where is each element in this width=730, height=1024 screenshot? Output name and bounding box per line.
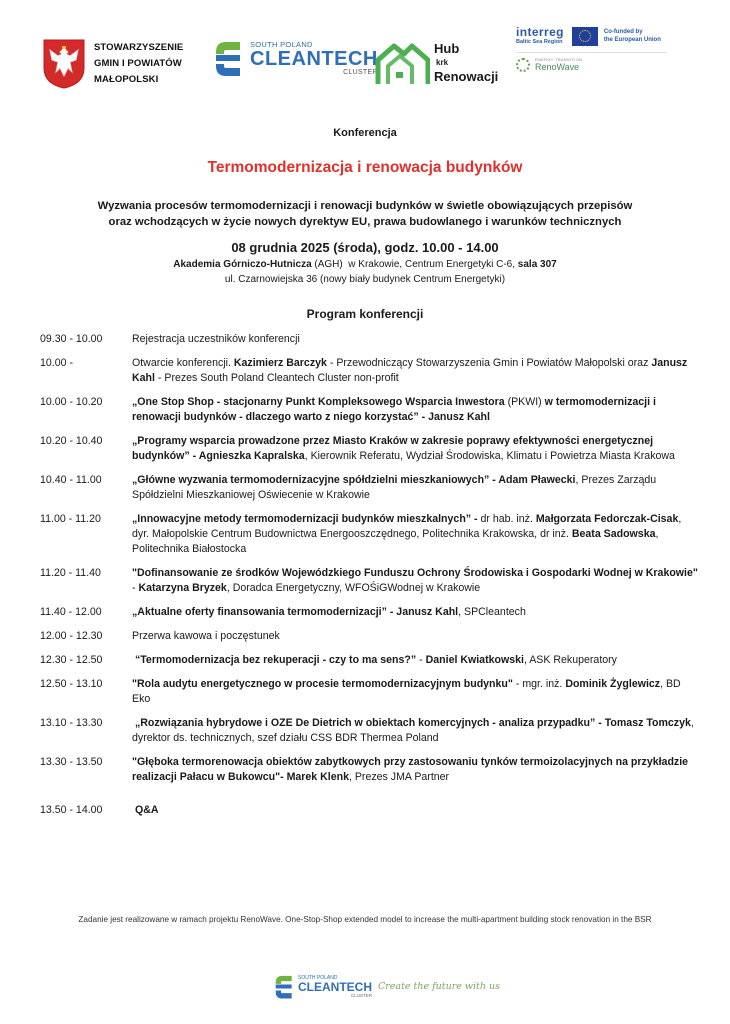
agenda-row	[40, 434, 700, 464]
agenda-text: , Prezes JMA Partner	[348, 771, 450, 783]
agenda-description	[132, 629, 700, 644]
agenda-bold-text: “Termomodernizacja bez rekuperacji - czy to ma sens?”	[132, 654, 417, 666]
agenda-time: 12.30 - 12.50	[40, 654, 103, 666]
agenda-row	[40, 803, 700, 818]
footer-cleantech-main: CLEANTECH	[298, 980, 372, 994]
agenda-time: 13.50 - 14.00	[40, 804, 103, 816]
conference-label: Konferencja	[333, 127, 397, 139]
agenda-description	[132, 803, 700, 818]
agenda-text: , Doradca Energetyczny, WFOŚiGWodnej w Krakowie	[226, 582, 481, 594]
agenda-text: , BD Eko	[132, 678, 684, 705]
agenda-row	[40, 566, 700, 596]
conference-date: 08 grudnia 2025 (środa), godz. 10.00 - 14.00	[231, 240, 499, 255]
agenda-description	[132, 512, 700, 557]
cleantech-bottom-text: CLUSTER	[343, 69, 378, 76]
house-icon	[374, 40, 430, 86]
interreg-text: interreg	[516, 25, 564, 39]
venue-detail: (AGH) w Krakowie, Centrum Energetyki C-6,	[311, 259, 518, 270]
agenda-row	[40, 395, 700, 425]
agenda-text: - Prezes South Poland Cleantech Cluster non-profit	[154, 372, 399, 384]
agenda-description	[132, 653, 700, 668]
eagle-coat-of-arms-icon	[42, 38, 86, 90]
footer-note: Zadanie jest realizowane w ramach projektu RenoWave. One-Stop-Shop extended model to increase the multi-apartment building stock renovation in the BSR	[78, 915, 652, 924]
agenda-bold-text: Małgorzata Fedorczak-Cisak	[535, 513, 679, 525]
sgp-line-1: STOWARZYSZENIE	[94, 42, 184, 53]
cleantech-logo	[212, 38, 378, 78]
agenda-bold-text: Katarzyna Bryzek	[138, 582, 227, 594]
agenda-time: 10.20 - 10.40	[40, 435, 103, 447]
agenda-row	[40, 629, 700, 644]
agenda-text: , SPCleantech	[458, 606, 526, 618]
agenda-text: Otwarcie konferencji.	[132, 357, 234, 369]
agenda-bold-text: Q&A	[132, 804, 159, 816]
agenda-description	[132, 677, 700, 707]
agenda-row	[40, 473, 700, 503]
subtitle-line-2: oraz wchodzących w życie nowych dyrektyw EU, prawa budowlanego i warunków technicznych	[108, 216, 622, 228]
interreg-eu-logo	[516, 26, 696, 72]
agenda-bold-text: w termomodernizacji i renowacji budynków - dlaczego warto z niego korzystać” - Janusz Kahl	[132, 396, 659, 423]
agenda-time: 11.40 - 12.00	[40, 606, 102, 618]
conference-title: Termomodernizacja i renowacja budynków	[207, 159, 523, 176]
renowave-main-text: RenoWave	[535, 62, 580, 72]
program-title: Program konferencji	[306, 307, 424, 321]
hub-line-3: Renowacji	[434, 69, 499, 84]
footer-cleantech-logo	[273, 973, 500, 1000]
eu-cofunded-line-1: Co-funded by	[603, 29, 643, 35]
agenda-time: 10.00 -	[40, 357, 73, 369]
cleantech-main-text: CLEANTECH	[250, 48, 378, 70]
agenda-description	[132, 395, 700, 425]
agenda-bold-text: „Główne wyzwania termomodernizacyjne spółdzielni mieszkaniowych” - Adam Pławecki	[132, 474, 576, 486]
sgp-line-3: MAŁOPOLSKI	[94, 74, 159, 85]
footer-cleantech-top: SOUTH POLAND	[298, 975, 338, 981]
agenda-row	[40, 755, 700, 785]
agenda-text: -	[416, 654, 426, 666]
agenda-row	[40, 356, 700, 386]
agenda-time: 13.10 - 13.30	[40, 717, 103, 729]
agenda-bold-text: „Rozwiązania hybrydowe i OZE De Dietrich w obiektach komercyjnych - analiza przypadku” - Tomasz Tomczyk	[132, 717, 691, 729]
agenda-bold-text: „Aktualne oferty finansowania termomodernizacji” - Janusz Kahl	[132, 606, 459, 618]
agenda-row	[40, 332, 700, 347]
renowave-ring-icon	[516, 58, 530, 72]
agenda-bold-text: Dominik Żyglewicz	[565, 678, 661, 690]
agenda-text: - Przewodniczący Stowarzyszenia Gmin i Powiatów Małopolski oraz	[326, 357, 652, 369]
agenda-description	[132, 566, 700, 596]
agenda-time: 09.30 - 10.00	[40, 333, 103, 345]
agenda-bold-text: Kazimierz Barczyk	[233, 357, 327, 369]
agenda-bold-text: Beata Sadowska	[571, 528, 656, 540]
venue-name: Akademia Górniczo-Hutnicza	[173, 259, 312, 270]
agenda-description	[132, 755, 700, 785]
agenda-description	[132, 332, 700, 347]
agenda-bold-text: „Programy wsparcia prowadzone przez Miasto Kraków w zakresie poprawy efektywności energetycznej budynków” - Agnieszka Kapralska	[132, 435, 656, 462]
header-logos	[0, 26, 730, 96]
hub-line-2: krk	[436, 58, 449, 67]
hub-renowacji-logo	[374, 40, 498, 86]
venue-line-2: ul. Czarnowiejska 36 (nowy biały budynek Centrum Energetyki)	[224, 274, 506, 285]
cleantech-top-text: SOUTH POLAND	[250, 40, 313, 49]
agenda-row	[40, 653, 700, 668]
venue-room: sala 307	[517, 259, 557, 270]
agenda-text: , dyrektor ds. technicznych, szef działu CSS BDR Thermea Poland	[132, 717, 697, 744]
eu-cofunded-line-2: the European Union	[603, 37, 661, 43]
venue-line-1	[0, 258, 730, 272]
agenda-description	[132, 434, 700, 464]
cleantech-mark-icon	[273, 973, 293, 1000]
agenda-time: 13.30 - 13.50	[40, 756, 103, 768]
agenda-bold-text: Janusz Kahl	[132, 357, 691, 384]
footer-cleantech-bottom: CLUSTER	[350, 993, 372, 998]
eu-flag-icon	[572, 27, 598, 46]
agenda-text: , Politechnika Białostocka	[132, 528, 662, 555]
agenda-text: dr hab. inż.	[477, 513, 536, 525]
agenda-time: 11.20 - 11.40	[40, 567, 101, 579]
agenda-list	[40, 332, 700, 818]
agenda-bold-text: "Dofinansowanie ze środków Wojewódzkiego Funduszu Ochrony Środowiska i Gospodarki Wodnej w Krakowie"	[132, 567, 698, 579]
agenda-text: , Prezes Zarządu Spółdzielni Mieszkaniowej Oświecenie w Krakowie	[132, 474, 660, 501]
agenda-bold-text: „Innowacyjne metody termomodernizacji budynków mieszkalnych” -	[132, 513, 478, 525]
renowave-logo	[516, 57, 696, 72]
conference-subtitle	[0, 198, 730, 230]
agenda-time: 10.40 - 11.00	[40, 474, 102, 486]
agenda-description	[132, 716, 700, 746]
agenda-bold-text: "Rola audytu energetycznego w procesie termomodernizacyjnym budynku"	[132, 678, 513, 690]
sgp-line-2: GMIN I POWIATÓW	[94, 58, 182, 69]
agenda-time: 12.50 - 13.10	[40, 678, 103, 690]
agenda-text: , Kierownik Referatu, Wydział Środowiska, Klimatu i Powietrza Miasta Krakowa	[304, 450, 675, 462]
renowave-small-text: ENERGY TRANSITION	[535, 57, 583, 62]
agenda-description	[132, 605, 700, 620]
agenda-text: - mgr. inż.	[512, 678, 566, 690]
footer-tagline: Create the future with us	[378, 981, 501, 992]
agenda-time: 11.00 - 11.20	[40, 513, 101, 525]
agenda-text: -	[132, 567, 701, 594]
agenda-text: Przerwa kawowa i poczęstunek	[132, 630, 280, 642]
cleantech-mark-icon	[212, 38, 242, 78]
sgp-logo	[42, 38, 183, 90]
agenda-text: , ASK Rekuperatory	[523, 654, 617, 666]
agenda-row	[40, 716, 700, 746]
agenda-time: 10.00 - 10.20	[40, 396, 103, 408]
agenda-row	[40, 677, 700, 707]
agenda-description	[132, 356, 700, 386]
agenda-description	[132, 473, 700, 503]
interreg-sub-text: Baltic Sea Region	[516, 39, 563, 45]
agenda-row	[40, 605, 700, 620]
agenda-text: Rejestracja uczestników konferencji	[132, 333, 300, 345]
agenda-time: 12.00 - 12.30	[40, 630, 103, 642]
agenda-bold-text: „One Stop Shop - stacjonarny Punkt Kompleksowego Wsparcia Inwestora	[132, 396, 505, 408]
subtitle-line-1: Wyzwania procesów termomodernizacji i renowacji budynków w świetle obowiązujących przepisów	[97, 200, 633, 212]
agenda-bold-text: "Głęboka termorenowacja obiektów zabytkowych przy zastosowaniu tynków termoizolacyjnych na przykładzie realizacji Pałacu w Bukowcu"- Marek Klenk	[132, 756, 692, 783]
agenda-text: (PKWI)	[504, 396, 545, 408]
agenda-bold-text: Daniel Kwiatkowski	[425, 654, 524, 666]
divider	[516, 52, 666, 53]
hub-line-1: Hub	[434, 41, 460, 56]
agenda-row	[40, 512, 700, 557]
agenda-text: , dyr. Małopolskie Centrum Budownictwa Energooszczędnego, Politechnika Krakowska, dr inż.	[132, 513, 685, 540]
